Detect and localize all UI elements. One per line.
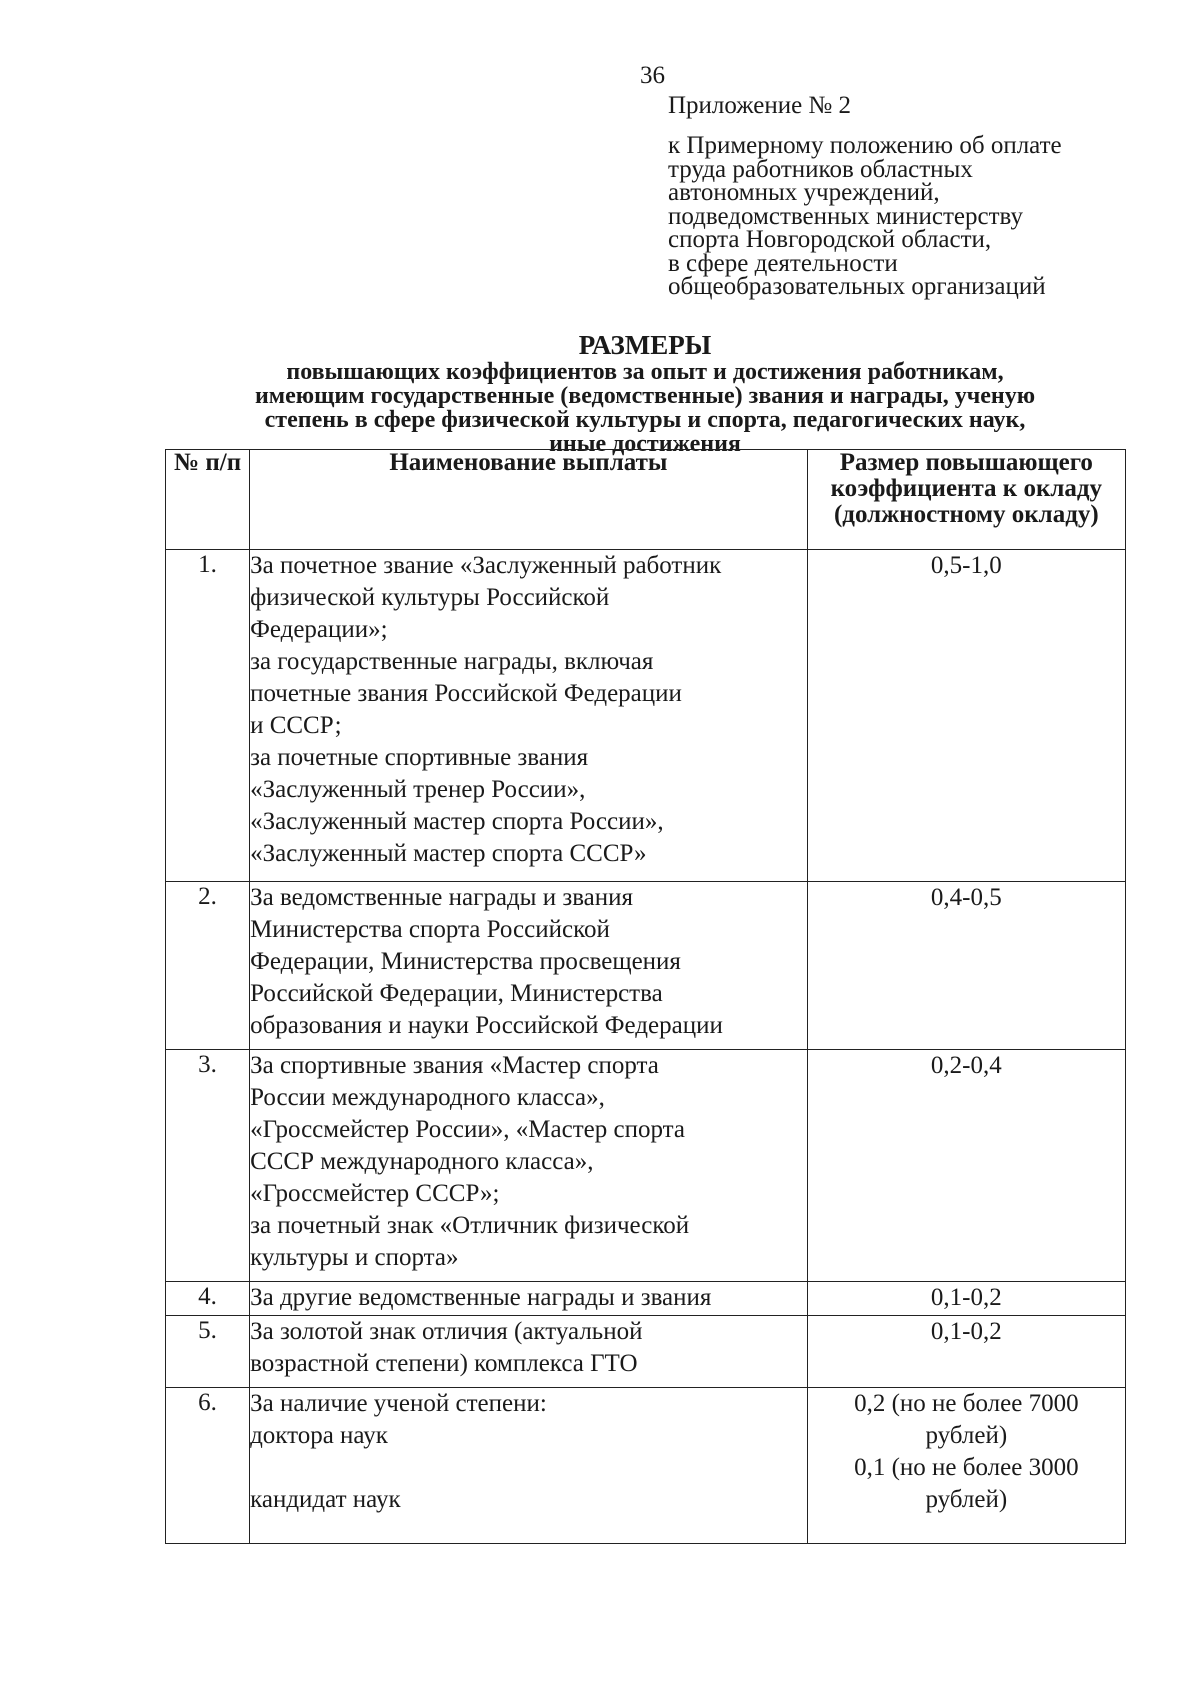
appendix-reference-line: общеобразовательных организаций — [668, 273, 1046, 300]
row-name-line: «Гроссмейстер СССР»; — [250, 1180, 500, 1207]
row-name-line: за почетный знак «Отличник физической — [250, 1212, 690, 1239]
row-number: 1. — [166, 550, 250, 882]
row-number: 4. — [166, 1282, 250, 1316]
row-name-line: и СССР; — [250, 712, 342, 739]
appendix-reference-line: к Примерному положению об оплате — [668, 132, 1062, 159]
row-name — [250, 1050, 808, 1282]
row-value — [807, 1388, 1125, 1544]
row-name-line: кандидат наук — [250, 1486, 401, 1513]
appendix-title: Приложение № 2 — [668, 92, 852, 119]
page-number: 36 — [640, 62, 665, 89]
row-value: 0,5-1,0 — [807, 550, 1125, 882]
row-name-line: За наличие ученой степени: — [250, 1390, 547, 1417]
heading-subtitle-line: имеющим государственные (ведомственные) звания и награды, ученую — [254, 383, 1036, 409]
row-name — [250, 882, 808, 1050]
row-name — [250, 1282, 808, 1316]
header-number: № п/п — [166, 450, 250, 550]
row-name-line: культуры и спорта» — [250, 1244, 459, 1271]
row-name-line: СССР международного класса», — [250, 1148, 594, 1175]
row-name-line: России международного класса», — [250, 1084, 605, 1111]
row-value: 0,4-0,5 — [807, 882, 1125, 1050]
table-row — [166, 1388, 1126, 1544]
row-name-line: «Гроссмейстер России», «Мастер спорта — [250, 1116, 685, 1143]
appendix-reference-line: в сфере деятельности — [668, 249, 898, 277]
table-row — [166, 1050, 1126, 1282]
row-value-line: 0,1 (но не более 3000 — [854, 1454, 1079, 1481]
row-name — [250, 1316, 808, 1388]
row-name-line: «Заслуженный мастер спорта СССР» — [250, 840, 647, 867]
row-name-line: Российской Федерации, Министерства — [250, 980, 663, 1007]
row-name-line: возрастной степени) комплекса ГТО — [250, 1350, 638, 1377]
row-value-line: рублей) — [925, 1422, 1008, 1449]
row-value: 0,1-0,2 — [807, 1282, 1125, 1316]
heading-subtitle-line: повышающих коэффициентов за опыт и достижения работникам, — [286, 359, 1004, 385]
appendix-reference-line: подведомственных министерству — [668, 202, 1023, 230]
heading-subtitle-line: степень в сфере физической культуры и спорта, педагогических наук, — [264, 407, 1026, 433]
header-name: Наименование выплаты — [250, 450, 808, 550]
row-name-line: почетные звания Российской Федерации — [250, 680, 682, 707]
row-name-line: физической культуры Российской — [250, 584, 610, 611]
row-number: 5. — [166, 1316, 250, 1388]
row-name-line: За другие ведомственные награды и звания — [250, 1284, 712, 1311]
row-value: 0,2-0,4 — [807, 1050, 1125, 1282]
row-name-line: Федерации, Министерства просвещения — [250, 948, 681, 975]
row-name-line: доктора наук — [250, 1422, 388, 1449]
row-name-line: Федерации»; — [250, 616, 388, 643]
appendix-reference-line: труда работников областных — [668, 155, 973, 183]
heading-subtitle — [165, 360, 1125, 456]
row-name-spacer — [250, 1452, 807, 1484]
heading-subtitle-line: иные достижения — [549, 431, 741, 457]
header-value: Размер повышающего коэффициента к окладу (должностному окладу) — [807, 450, 1125, 550]
row-number: 3. — [166, 1050, 250, 1282]
document-heading — [165, 330, 1125, 456]
table-row — [166, 1316, 1126, 1388]
table-row — [166, 882, 1126, 1050]
row-name-line: «Заслуженный мастер спорта России», — [250, 808, 664, 835]
appendix-reference-line: спорта Новгородской области, — [668, 226, 992, 253]
row-name-line: За спортивные звания «Мастер спорта — [250, 1052, 659, 1079]
appendix-reference — [668, 134, 1138, 299]
heading-title: РАЗМЕРЫ — [578, 330, 712, 360]
row-name-line: За почетное звание «Заслуженный работник — [250, 552, 722, 579]
payments-table — [165, 449, 1126, 1544]
row-value-line: рублей) — [925, 1486, 1008, 1513]
table-row — [166, 550, 1126, 882]
table-row — [166, 1282, 1126, 1316]
row-number: 6. — [166, 1388, 250, 1544]
row-name-line: образования и науки Российской Федерации — [250, 1012, 723, 1039]
row-number: 2. — [166, 882, 250, 1050]
row-name-line: За золотой знак отличия (актуальной — [250, 1318, 643, 1345]
row-name — [250, 550, 808, 882]
row-name-line: за государственные награды, включая — [250, 648, 654, 675]
appendix-reference-line: автономных учреждений, — [668, 179, 940, 206]
row-value-line: 0,2 (но не более 7000 — [854, 1390, 1079, 1417]
table-header-row — [166, 450, 1126, 550]
row-name — [250, 1388, 808, 1544]
row-name-line: Министерства спорта Российской — [250, 916, 610, 943]
row-value: 0,1-0,2 — [807, 1316, 1125, 1388]
row-name-line: «Заслуженный тренер России», — [250, 776, 586, 803]
row-name-line: За ведомственные награды и звания — [250, 884, 634, 911]
row-name-line: за почетные спортивные звания — [250, 744, 589, 771]
